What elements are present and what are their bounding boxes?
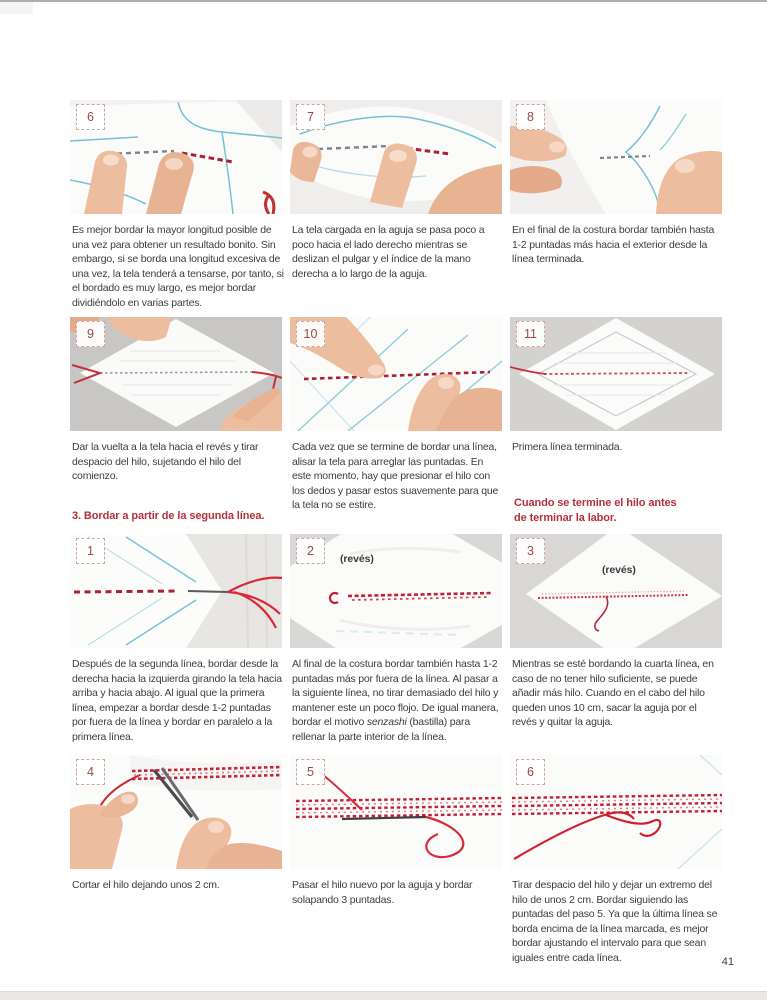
- step-caption: En el final de la costura bordar también hasta 1-2 puntadas más hacia el exterior desde la línea terminada.: [512, 224, 715, 265]
- step-photo: [290, 755, 502, 869]
- steps-row: [70, 100, 722, 310]
- step-photo: [70, 317, 282, 431]
- step-caption: Cada vez que se termine de bordar una línea, alisar la tela para arreglar las puntadas. En este momento, hay que presionar el hilo con los dedos y pasar estos suavemente para que la tela no se estire.: [292, 441, 499, 511]
- step-photo: [290, 100, 502, 214]
- section-heading-right: [514, 496, 677, 525]
- page-bottom-rule: [0, 991, 767, 1000]
- step-number-badge: 7: [296, 104, 325, 130]
- step-cell: [290, 317, 502, 513]
- step-photo: [290, 534, 502, 648]
- step-photo: [290, 317, 502, 431]
- section-heading-left: 3. Bordar a partir de la segunda línea.: [72, 510, 265, 522]
- step-caption: La tela cargada en la aguja se pasa poco a poco hacia el lado derecho mientras se deslizan el pulgar y el índice de la mano derecha a lo largo de la aguja.: [292, 224, 485, 280]
- photo-label-reves: (revés): [602, 564, 636, 576]
- step-photo: [70, 755, 282, 869]
- step-photo: [510, 534, 722, 648]
- step-cell: [70, 317, 282, 513]
- step-caption: Tirar despacio del hilo y dejar un extremo del hilo de unos 2 cm. Bordar siguiendo las puntadas del paso 5. Ya que la última línea se borda encima de la línea marcada, es mejor bordar ajustando el intervalo para que sean iguales entre cada línea.: [512, 879, 718, 964]
- step-number-badge: 3: [516, 538, 545, 564]
- step-photo: [70, 534, 282, 648]
- steps-row: [70, 534, 722, 744]
- step-cell: [290, 755, 502, 965]
- steps-row: [70, 317, 722, 513]
- step-caption: Después de la segunda línea, bordar desde la derecha hacia la izquierda girando la tela hacia arriba y hacia abajo. Al igual que la primera línea, empezar a bordar desde 1-2 puntadas por fuera de la línea y bordar en paralelo a la primera línea.: [72, 658, 282, 743]
- step-number-badge: 9: [76, 321, 105, 347]
- step-cell: [70, 534, 282, 744]
- step-number-badge: 10: [296, 321, 325, 347]
- step-number-badge: 8: [516, 104, 545, 130]
- step-number-badge: 5: [296, 759, 325, 785]
- page-number: 41: [721, 956, 734, 968]
- step-number-badge: 6: [516, 759, 545, 785]
- step-cell: [510, 100, 722, 310]
- needle-shape: [188, 591, 228, 592]
- photo-label-reves: (revés): [340, 553, 374, 565]
- step-caption: Cortar el hilo dejando unos 2 cm.: [72, 879, 220, 891]
- step-caption: Es mejor bordar la mayor longitud posible de una vez para obtener un resultado bonito. Sin embargo, si se borda una longitud excesiva de una vez, la tela tenderá a tensarse, por tanto, si el bordado es muy largo, es mejor bordar dividiéndolo en varias partes.: [72, 224, 284, 309]
- scan-artifact: [0, 2, 33, 14]
- step-cell: [70, 100, 282, 310]
- step-number-badge: 6: [76, 104, 105, 130]
- step-cell: [290, 534, 502, 744]
- step-cell: [510, 317, 722, 513]
- step-caption: Al final de la costura bordar también hasta 1-2 puntadas más por fuera de la línea. Al pasar a la siguiente línea, no tirar demasiado del hilo y mantener este un poco flojo. De igual manera, bordar el motivo senzashi (bastilla) para rellenar la parte interior de la línea.: [292, 658, 499, 743]
- step-caption: Mientras se esté bordando la cuarta línea, en caso de no tener hilo suficiente, se puede añadir más hilo. Cuando en el cabo del hilo queden unos 10 cm, sacar la aguja por el revés y quitar la aguja.: [512, 658, 714, 728]
- step-cell: [70, 755, 282, 965]
- page-top-rule: [0, 0, 767, 2]
- step-cell: [510, 755, 722, 965]
- step-caption: Dar la vuelta a la tela hacia el revés y tirar despacio del hilo, sujetando el hilo del comienzo.: [72, 441, 259, 482]
- step-photo: [510, 100, 722, 214]
- steps-row: [70, 755, 722, 965]
- step-photo: [510, 755, 722, 869]
- step-caption: Pasar el hilo nuevo por la aguja y bordar solapando 3 puntadas.: [292, 879, 473, 906]
- step-number-badge: 4: [76, 759, 105, 785]
- step-caption: Primera línea terminada.: [512, 441, 623, 453]
- step-number-badge: 11: [516, 321, 545, 347]
- step-number-badge: 2: [296, 538, 325, 564]
- step-photo: [70, 100, 282, 214]
- step-cell: [510, 534, 722, 744]
- section-heading-right-line2: de terminar la labor.: [514, 511, 617, 524]
- step-number-badge: 1: [76, 538, 105, 564]
- section-heading-right-line1: Cuando se termine el hilo antes: [514, 497, 677, 509]
- step-cell: [290, 100, 502, 310]
- step-photo: [510, 317, 722, 431]
